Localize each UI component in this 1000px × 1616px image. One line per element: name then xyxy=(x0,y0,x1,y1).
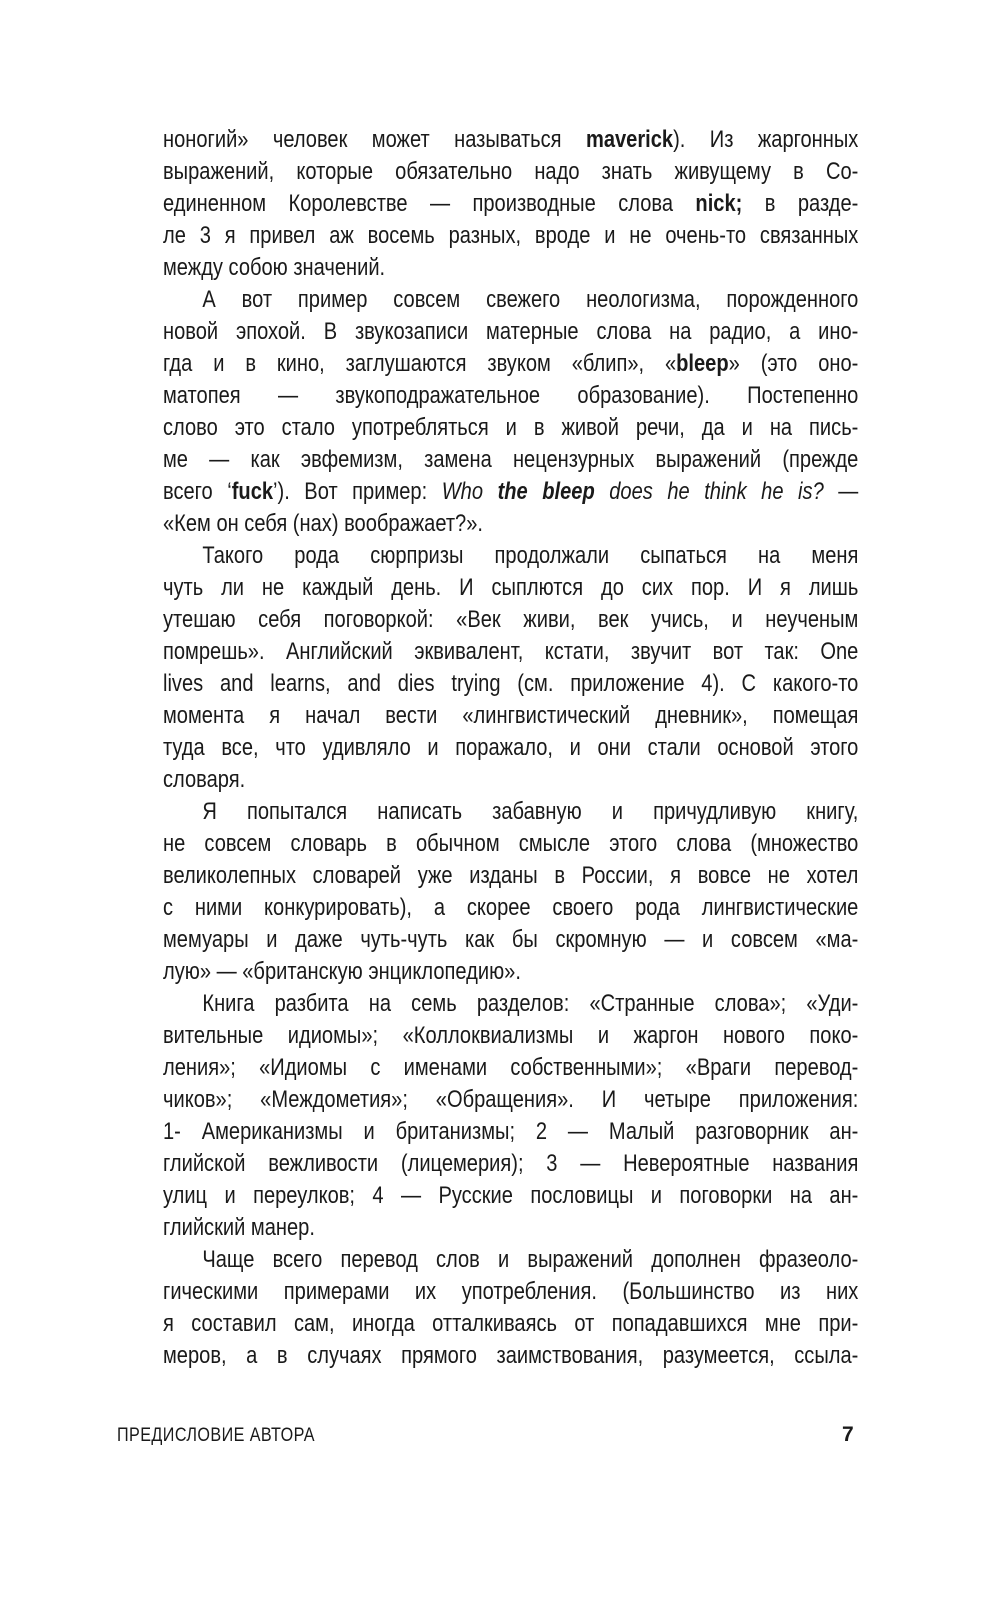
text-run: чуть ли не каждый день. И сыплются до сих пор. И я лишь xyxy=(163,574,859,601)
body-text xyxy=(163,124,858,1372)
text-run: 1- Американизмы и британизмы; 2 — Малый разговорник ан- xyxy=(163,1118,859,1145)
text-line xyxy=(163,988,858,1020)
text-run: выражений, которые обязательно надо знать живущему в Со- xyxy=(163,158,859,185)
text-run: матопея — звукоподражательное образование). Постепенно xyxy=(163,382,859,409)
text-line xyxy=(163,892,858,924)
text-run: помрешь». Английский эквивалент, кстати, звучит вот так: One xyxy=(163,638,859,665)
emphasized-text: Who xyxy=(441,478,498,505)
text-line xyxy=(163,732,858,764)
text-line xyxy=(163,1276,858,1308)
text-run: Книга разбита на семь разделов: «Странные слова»; «Уди- xyxy=(202,990,859,1017)
text-line xyxy=(163,668,858,700)
text-line xyxy=(163,476,858,508)
emphasized-text: maverick xyxy=(585,126,674,153)
page-number: 7 xyxy=(842,1423,854,1446)
text-line xyxy=(163,1148,858,1180)
text-line xyxy=(163,1244,858,1276)
text-line xyxy=(163,796,858,828)
text-run: туда все, что удивляло и поражало, и они стали основой этого xyxy=(163,734,859,761)
text-run: lives and learns, and dies trying (см. приложение 4). С какого-то xyxy=(163,670,859,697)
text-run: ’). Вот пример: xyxy=(273,478,442,505)
text-run: » (это оно- xyxy=(728,350,859,377)
text-line xyxy=(163,412,858,444)
text-line xyxy=(163,828,858,860)
text-line xyxy=(163,188,858,220)
text-line xyxy=(163,220,858,252)
text-run: глийской вежливости (лицемерия); 3 — Невероятные названия xyxy=(163,1150,859,1177)
text-run: чиков»; «Междометия»; «Обращения». И четыре приложения: xyxy=(163,1086,859,1113)
text-run: между собою значений. xyxy=(163,254,386,281)
text-run: словаря. xyxy=(163,766,246,793)
text-run: меров, а в случаях прямого заимствования, разумеется, ссыла- xyxy=(163,1342,859,1369)
emphasized-text: nick; xyxy=(695,190,743,217)
text-line xyxy=(163,316,858,348)
text-run: гда и в кино, заглушаются звуком «блип», « xyxy=(163,350,677,377)
running-footer-title: ПРЕДИСЛОВИЕ АВТОРА xyxy=(117,1425,315,1446)
text-line xyxy=(163,1212,858,1244)
text-run: Такого рода сюрпризы продолжали сыпаться на меня xyxy=(202,542,859,569)
text-line xyxy=(163,1180,858,1212)
text-line xyxy=(163,380,858,412)
emphasized-text: does he think he is? xyxy=(594,478,824,505)
text-run: момента я начал вести «лингвистический дневник», помещая xyxy=(163,702,859,729)
text-run: ме — как эвфемизм, замена нецензурных выражений (прежде xyxy=(163,446,859,473)
emphasized-text: fuck xyxy=(231,478,274,505)
text-line xyxy=(163,284,858,316)
text-run: я составил сам, иногда отталкиваясь от попадавшихся мне при- xyxy=(163,1310,859,1337)
text-line xyxy=(163,1340,858,1372)
text-line xyxy=(163,1052,858,1084)
text-line xyxy=(163,924,858,956)
text-line xyxy=(163,348,858,380)
text-run: глийский манер. xyxy=(163,1214,315,1241)
text-line xyxy=(163,1020,858,1052)
text-run: Чаще всего перевод слов и выражений дополнен фразеоло- xyxy=(202,1246,859,1273)
text-run: не совсем словарь в обычном смысле этого слова (множество xyxy=(163,830,859,857)
text-line xyxy=(163,540,858,572)
text-line xyxy=(163,252,858,284)
text-run: в разде- xyxy=(742,190,859,217)
text-run: ноногий» человек может называться xyxy=(163,126,586,153)
text-run: гическими примерами их употребления. (Большинство из них xyxy=(163,1278,859,1305)
text-line xyxy=(163,444,858,476)
text-run: утешаю себя поговоркой: «Век живи, век учись, и неученым xyxy=(163,606,859,633)
text-line xyxy=(163,508,858,540)
text-run: лую» — «британскую энциклопедию». xyxy=(163,958,521,985)
text-run: с ними конкурировать), а скорее своего рода лингвистические xyxy=(163,894,859,921)
text-run: улиц и переулков; 4 — Русские пословицы и поговорки на ан- xyxy=(163,1182,859,1209)
text-line xyxy=(163,156,858,188)
text-run: Я попытался написать забавную и причудливую книгу, xyxy=(202,798,859,825)
text-run: великолепных словарей уже изданы в России, я вовсе не хотел xyxy=(163,862,859,889)
text-line xyxy=(163,956,858,988)
text-line xyxy=(163,1084,858,1116)
text-line xyxy=(163,1116,858,1148)
text-line xyxy=(163,124,858,156)
text-line xyxy=(163,636,858,668)
text-run: вительные идиомы»; «Коллоквиализмы и жаргон нового поко- xyxy=(163,1022,859,1049)
text-run: ления»; «Идиомы с именами собственными»; «Враги перевод- xyxy=(163,1054,859,1081)
emphasized-text: bleep xyxy=(676,350,729,377)
text-run: — xyxy=(823,478,859,505)
text-run: слово это стало употребляться и в живой речи, да и на пись- xyxy=(163,414,859,441)
text-run: новой эпохой. В звукозаписи матерные слова на радио, а ино- xyxy=(163,318,859,345)
text-run: единенном Королевстве — производные слова xyxy=(163,190,696,217)
emphasized-text: the bleep xyxy=(497,478,595,505)
text-line xyxy=(163,764,858,796)
text-line xyxy=(163,1308,858,1340)
text-run: ле 3 я привел аж восемь разных, вроде и не очень-то связанных xyxy=(163,222,859,249)
text-line xyxy=(163,572,858,604)
text-run: мемуары и даже чуть-чуть как бы скромную — и совсем «ма- xyxy=(163,926,859,953)
text-run: «Кем он себя (нах) воображает?». xyxy=(163,510,483,537)
text-line xyxy=(163,860,858,892)
text-line xyxy=(163,604,858,636)
text-run: А вот пример совсем свежего неологизма, порожденного xyxy=(202,286,859,313)
text-line xyxy=(163,700,858,732)
text-run: всего ‘ xyxy=(163,478,232,505)
text-run: ). Из жаргонных xyxy=(673,126,859,153)
